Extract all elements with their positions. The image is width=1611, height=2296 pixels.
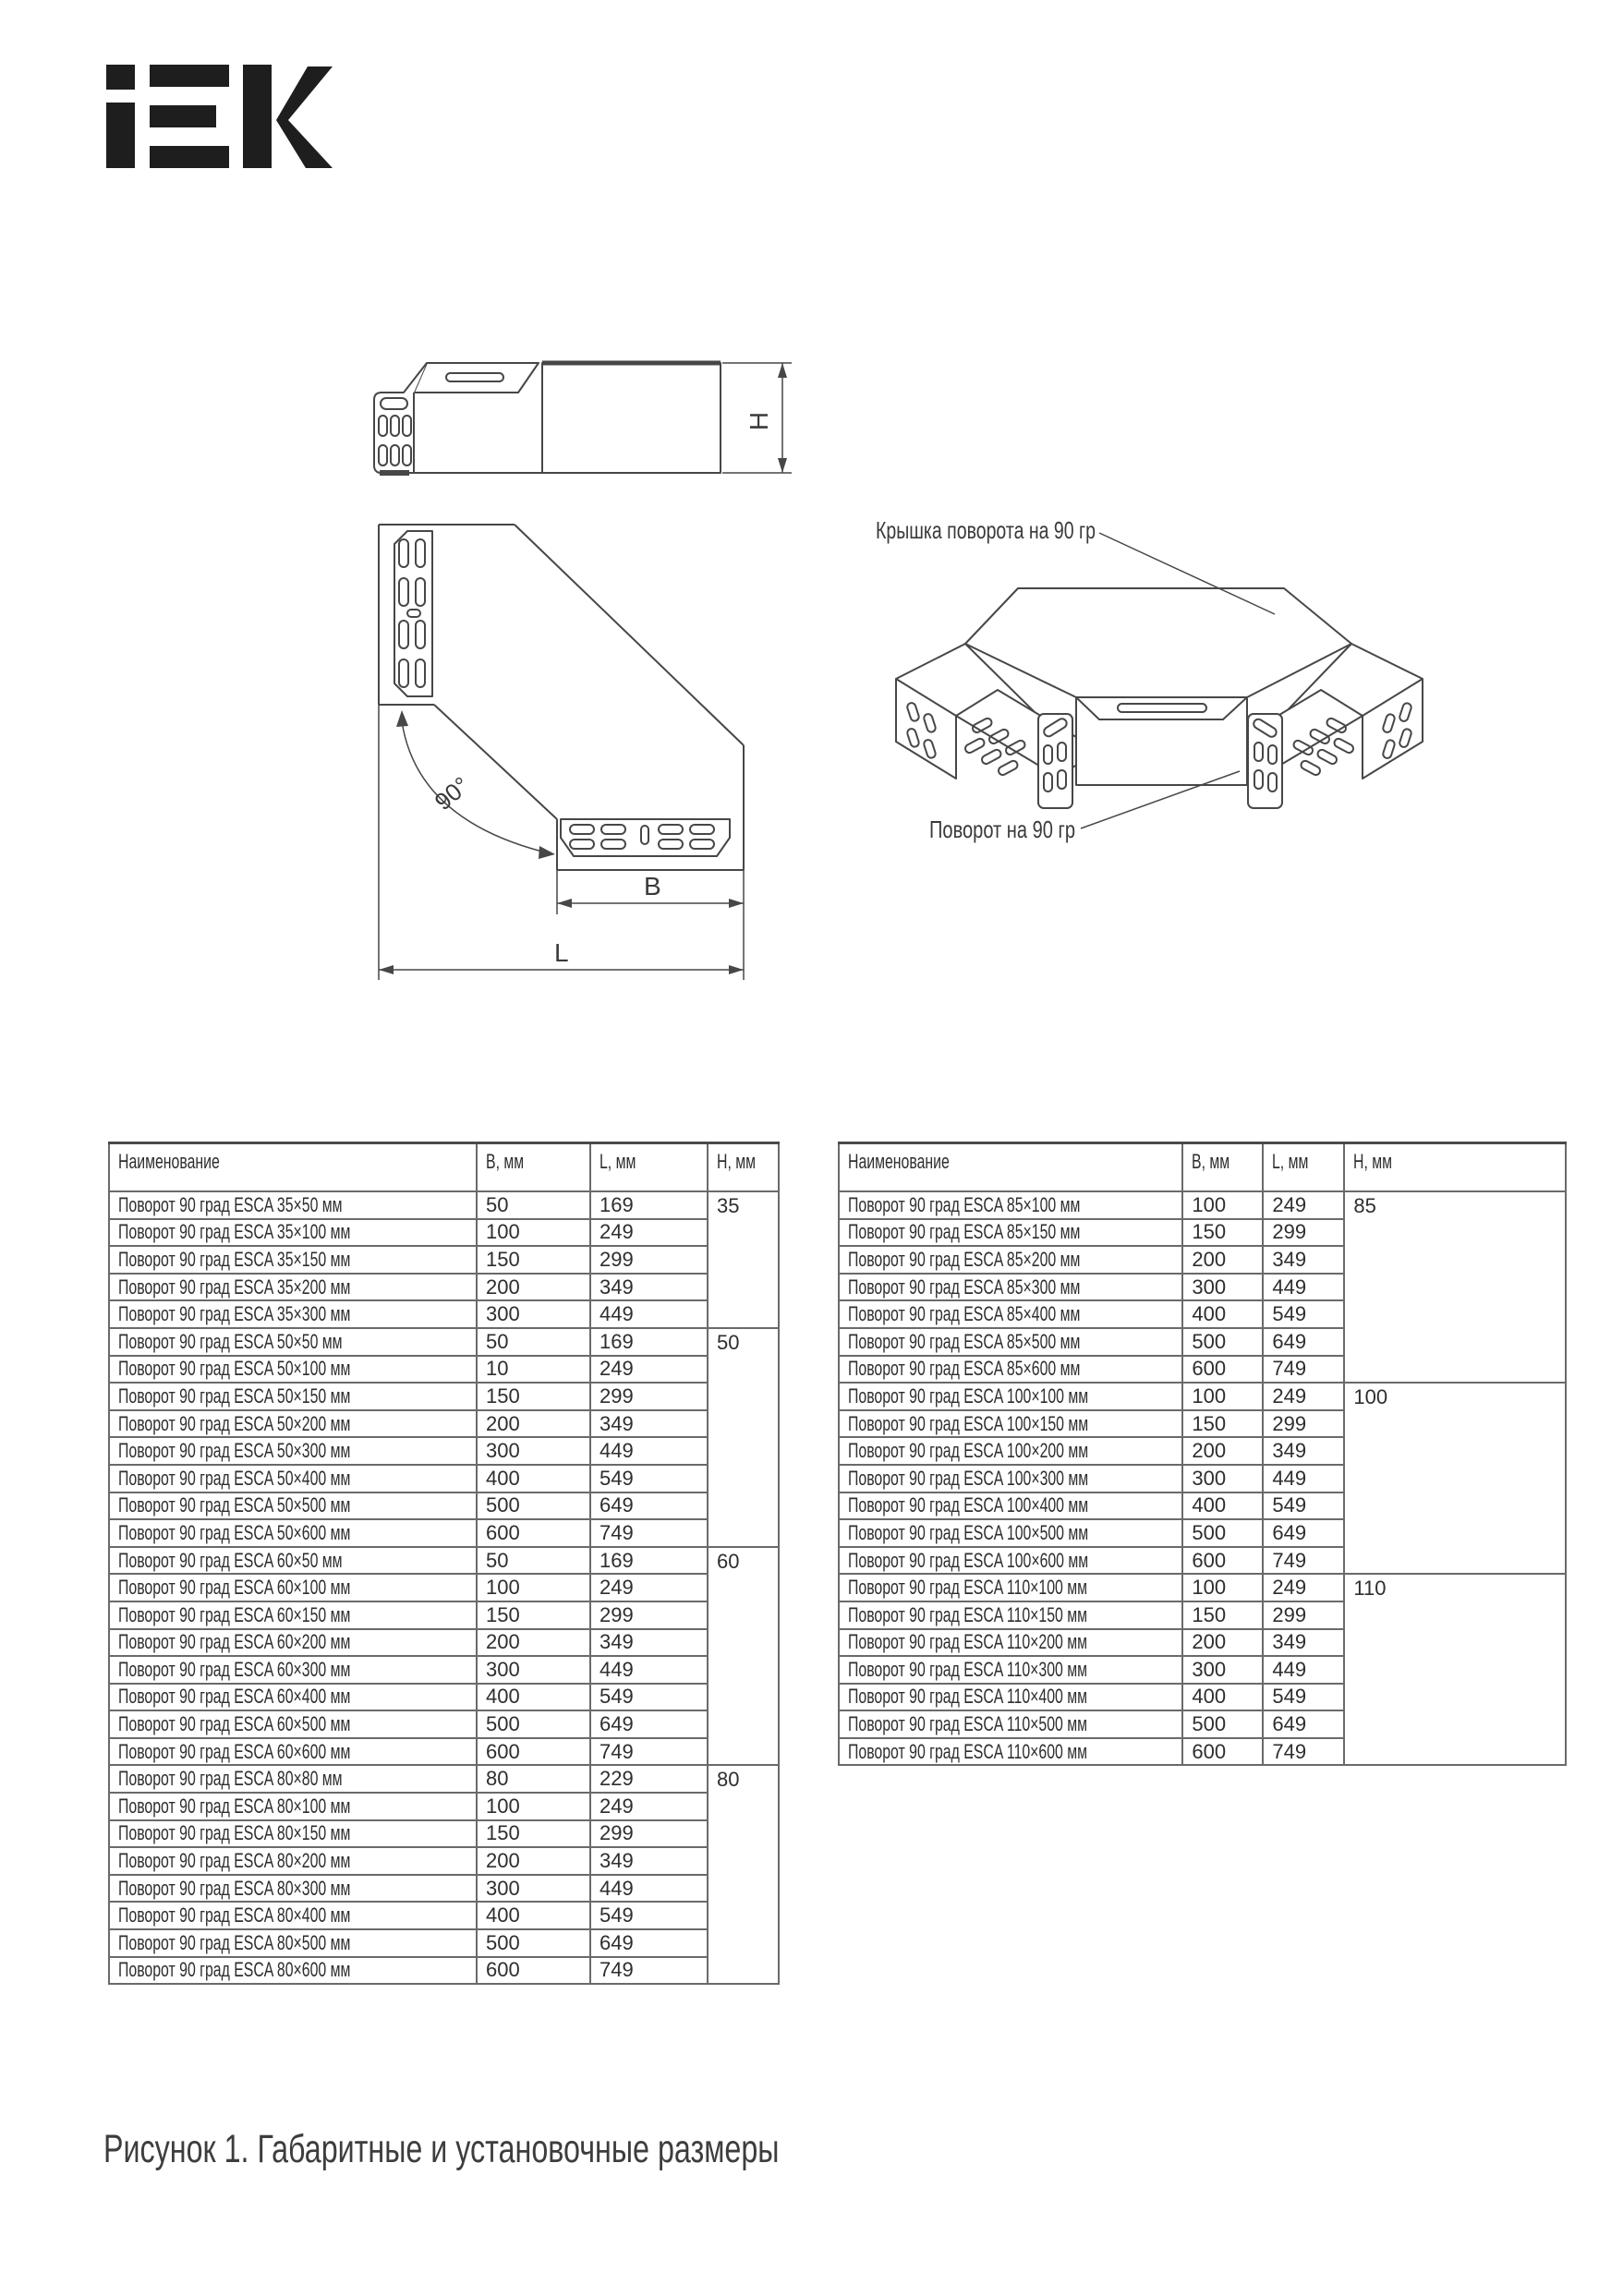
iek-logo [106,65,333,170]
table-row [109,1300,779,1328]
cell-l: 169 [590,1547,708,1575]
cell-l: 749 [1263,1356,1344,1384]
column-header-b: B, мм [477,1143,590,1192]
cell-b: 500 [1182,1519,1263,1547]
table-row [109,1465,779,1492]
cell-name: Поворот 90 град ESCA 50×600 мм [109,1519,477,1547]
column-header-l: L, мм [1263,1143,1344,1192]
cell-b: 500 [477,1492,590,1520]
figure-caption-text: Рисунок 1. Габаритные и установочные размеры [103,2127,780,2171]
cell-l: 449 [590,1875,708,1903]
cell-l: 549 [590,1902,708,1929]
cell-b: 500 [1182,1710,1263,1738]
table-row [839,1574,1566,1601]
cell-b: 100 [1182,1383,1263,1410]
cell-b: 600 [477,1519,590,1547]
cell-l: 649 [1263,1328,1344,1356]
turn-callout-label: Поворот на 90 гр [929,816,1075,843]
dimensions-table-right [838,1142,1567,1766]
table-header-row [109,1143,779,1192]
cell-b: 600 [477,1957,590,1985]
cell-b: 50 [477,1191,590,1219]
cell-h: 85 [1344,1191,1566,1383]
cell-l: 749 [1263,1738,1344,1766]
cell-b: 150 [477,1246,590,1274]
cell-b: 200 [477,1274,590,1301]
table-row [109,1929,779,1957]
cell-l: 749 [590,1957,708,1985]
cell-l: 299 [1263,1219,1344,1247]
cell-name: Поворот 90 град ESCA 80×80 мм [109,1765,477,1793]
table-header-row [839,1143,1566,1192]
cell-l: 349 [1263,1246,1344,1274]
cell-b: 400 [1182,1684,1263,1711]
cell-name: Поворот 90 град ESCA 50×400 мм [109,1465,477,1492]
cell-l: 649 [1263,1710,1344,1738]
cell-b: 300 [1182,1656,1263,1684]
column-header-b: B, мм [1182,1143,1263,1192]
cell-b: 400 [1182,1492,1263,1520]
table-row [109,1629,779,1657]
cell-l: 299 [1263,1601,1344,1629]
cell-name: Поворот 90 град ESCA 80×300 мм [109,1875,477,1903]
cover-callout-label: Крышка поворота на 90 гр [876,516,1096,544]
cell-name: Поворот 90 град ESCA 100×100 мм [839,1383,1182,1410]
cell-name: Поворот 90 град ESCA 110×400 мм [839,1684,1182,1711]
cell-b: 200 [1182,1437,1263,1465]
cell-l: 649 [590,1492,708,1520]
table-row [109,1574,779,1601]
cell-name: Поворот 90 град ESCA 100×200 мм [839,1437,1182,1465]
cell-name: Поворот 90 град ESCA 85×400 мм [839,1300,1182,1328]
cell-l: 249 [1263,1383,1344,1410]
table-row [109,1547,779,1575]
table-row [109,1684,779,1711]
cell-b: 400 [477,1684,590,1711]
cell-b: 300 [1182,1274,1263,1301]
cell-l: 299 [590,1820,708,1848]
cell-b: 200 [1182,1246,1263,1274]
cell-name: Поворот 90 град ESCA 80×500 мм [109,1929,477,1957]
cell-l: 349 [590,1410,708,1438]
cell-name: Поворот 90 град ESCA 60×200 мм [109,1629,477,1657]
cell-b: 100 [477,1574,590,1601]
table-row [109,1492,779,1520]
dim-angle-label: 90° [429,770,475,816]
cell-l: 749 [1263,1547,1344,1575]
cell-l: 549 [1263,1492,1344,1520]
cell-name: Поворот 90 град ESCA 35×200 мм [109,1274,477,1301]
cell-name: Поворот 90 град ESCA 50×50 мм [109,1328,477,1356]
table-row [109,1383,779,1410]
cell-h: 100 [1344,1383,1566,1574]
cell-b: 500 [1182,1328,1263,1356]
cell-b: 200 [477,1847,590,1875]
cell-b: 300 [477,1656,590,1684]
cell-name: Поворот 90 град ESCA 80×600 мм [109,1957,477,1985]
cell-b: 50 [477,1328,590,1356]
cell-b: 500 [477,1929,590,1957]
table-row [839,1383,1566,1410]
cell-l: 349 [590,1847,708,1875]
cell-l: 449 [590,1656,708,1684]
cell-name: Поворот 90 град ESCA 50×150 мм [109,1383,477,1410]
cell-l: 229 [590,1765,708,1793]
cell-name: Поворот 90 град ESCA 35×300 мм [109,1300,477,1328]
cell-l: 349 [1263,1629,1344,1657]
cell-b: 400 [477,1465,590,1492]
cell-name: Поворот 90 град ESCA 50×500 мм [109,1492,477,1520]
cell-b: 300 [1182,1465,1263,1492]
cell-l: 449 [1263,1465,1344,1492]
cell-l: 299 [590,1246,708,1274]
cell-name: Поворот 90 град ESCA 35×100 мм [109,1219,477,1247]
table-row [109,1847,779,1875]
table-row [109,1957,779,1985]
table-row [109,1410,779,1438]
cell-b: 100 [1182,1574,1263,1601]
dim-l-label: L [554,938,569,967]
cell-name: Поворот 90 град ESCA 85×150 мм [839,1219,1182,1247]
cell-b: 400 [477,1902,590,1929]
cell-h: 80 [708,1765,779,1984]
cell-h: 60 [708,1547,779,1766]
cell-name: Поворот 90 град ESCA 80×200 мм [109,1847,477,1875]
figure-caption [103,2127,1004,2172]
cell-name: Поворот 90 град ESCA 60×300 мм [109,1656,477,1684]
isometric-view-drawing [868,503,1506,891]
table-row [109,1356,779,1384]
cell-l: 169 [590,1328,708,1356]
cell-b: 300 [477,1875,590,1903]
cell-l: 649 [1263,1519,1344,1547]
column-header-name: Наименование [109,1143,477,1192]
cell-l: 349 [590,1629,708,1657]
cell-name: Поворот 90 град ESCA 85×200 мм [839,1246,1182,1274]
cell-name: Поворот 90 град ESCA 50×200 мм [109,1410,477,1438]
table-row [109,1328,779,1356]
cell-b: 500 [477,1710,590,1738]
cell-name: Поворот 90 град ESCA 85×100 мм [839,1191,1182,1219]
cell-l: 549 [590,1684,708,1711]
cell-name: Поворот 90 град ESCA 60×100 мм [109,1574,477,1601]
table-row [839,1191,1566,1219]
column-header-l: L, мм [590,1143,708,1192]
table-row [109,1219,779,1247]
cell-h: 50 [708,1328,779,1547]
cell-name: Поворот 90 град ESCA 100×500 мм [839,1519,1182,1547]
cell-name: Поворот 90 град ESCA 60×600 мм [109,1738,477,1766]
cell-h: 110 [1344,1574,1566,1765]
cell-name: Поворот 90 град ESCA 110×200 мм [839,1629,1182,1657]
cell-b: 200 [477,1410,590,1438]
table-row [109,1765,779,1793]
cell-name: Поворот 90 град ESCA 50×100 мм [109,1356,477,1384]
dim-b-label: B [644,872,661,900]
cell-b: 600 [1182,1738,1263,1766]
cell-name: Поворот 90 град ESCA 35×150 мм [109,1246,477,1274]
cell-l: 249 [590,1219,708,1247]
cell-name: Поворот 90 град ESCA 80×100 мм [109,1793,477,1820]
table-row [109,1820,779,1848]
cell-b: 300 [477,1437,590,1465]
cell-name: Поворот 90 град ESCA 50×300 мм [109,1437,477,1465]
cell-name: Поворот 90 град ESCA 100×600 мм [839,1547,1182,1575]
cell-l: 649 [590,1710,708,1738]
table-row [109,1710,779,1738]
cell-name: Поворот 90 град ESCA 110×600 мм [839,1738,1182,1766]
table-row [109,1738,779,1766]
cell-name: Поворот 90 град ESCA 60×150 мм [109,1601,477,1629]
cell-name: Поворот 90 град ESCA 35×50 мм [109,1191,477,1219]
cell-name: Поворот 90 град ESCA 60×500 мм [109,1710,477,1738]
cell-name: Поворот 90 град ESCA 60×400 мм [109,1684,477,1711]
cell-b: 150 [477,1601,590,1629]
cell-name: Поворот 90 град ESCA 85×500 мм [839,1328,1182,1356]
cell-name: Поворот 90 град ESCA 110×300 мм [839,1656,1182,1684]
cell-name: Поворот 90 град ESCA 85×300 мм [839,1274,1182,1301]
column-header-name: Наименование [839,1143,1182,1192]
cell-b: 100 [1182,1191,1263,1219]
dim-h-label: H [745,411,773,431]
cell-name: Поворот 90 град ESCA 100×150 мм [839,1410,1182,1438]
column-header-h: H, мм [708,1143,779,1192]
cell-l: 449 [1263,1656,1344,1684]
cell-l: 549 [1263,1684,1344,1711]
cell-l: 249 [590,1793,708,1820]
table-row [109,1274,779,1301]
cell-l: 169 [590,1191,708,1219]
table-row [109,1191,779,1219]
table-row [109,1519,779,1547]
dimensions-table-left [108,1142,780,1985]
cell-l: 749 [590,1738,708,1766]
cell-name: Поворот 90 град ESCA 110×100 мм [839,1574,1182,1601]
table-row [109,1656,779,1684]
cell-b: 100 [477,1793,590,1820]
cell-l: 249 [1263,1191,1344,1219]
cell-l: 349 [1263,1437,1344,1465]
cell-name: Поворот 90 град ESCA 100×300 мм [839,1465,1182,1492]
cell-l: 249 [1263,1574,1344,1601]
cell-name: Поворот 90 град ESCA 85×600 мм [839,1356,1182,1384]
cell-name: Поворот 90 град ESCA 80×400 мм [109,1902,477,1929]
column-header-h: H, мм [1344,1143,1566,1192]
cell-l: 649 [590,1929,708,1957]
cell-name: Поворот 90 град ESCA 80×150 мм [109,1820,477,1848]
plan-view-drawing [328,514,762,994]
cell-l: 249 [590,1356,708,1384]
table-row [109,1875,779,1903]
cell-l: 449 [590,1437,708,1465]
cell-name: Поворот 90 град ESCA 60×50 мм [109,1547,477,1575]
cell-b: 600 [1182,1547,1263,1575]
cell-b: 150 [477,1820,590,1848]
cell-l: 749 [590,1519,708,1547]
table-row [109,1793,779,1820]
cell-l: 299 [1263,1410,1344,1438]
cell-l: 549 [590,1465,708,1492]
cell-h: 35 [708,1191,779,1328]
cell-l: 249 [590,1574,708,1601]
cell-b: 200 [477,1629,590,1657]
table-row [109,1902,779,1929]
cell-b: 10 [477,1356,590,1384]
cell-b: 400 [1182,1300,1263,1328]
cell-b: 200 [1182,1629,1263,1657]
cell-b: 50 [477,1547,590,1575]
cell-l: 349 [590,1274,708,1301]
cell-name: Поворот 90 град ESCA 100×400 мм [839,1492,1182,1520]
cell-b: 150 [1182,1219,1263,1247]
cell-b: 150 [477,1383,590,1410]
cell-l: 449 [1263,1274,1344,1301]
cell-b: 100 [477,1219,590,1247]
cell-b: 600 [1182,1356,1263,1384]
table-row [109,1246,779,1274]
cell-l: 299 [590,1383,708,1410]
cell-name: Поворот 90 град ESCA 110×500 мм [839,1710,1182,1738]
cell-name: Поворот 90 град ESCA 110×150 мм [839,1601,1182,1629]
cell-l: 299 [590,1601,708,1629]
cell-b: 150 [1182,1601,1263,1629]
cell-b: 300 [477,1300,590,1328]
table-row [109,1601,779,1629]
table-row [109,1437,779,1465]
cell-b: 80 [477,1765,590,1793]
cell-b: 600 [477,1738,590,1766]
cell-l: 549 [1263,1300,1344,1328]
cell-l: 449 [590,1300,708,1328]
cell-b: 150 [1182,1410,1263,1438]
side-view-drawing [328,349,808,497]
